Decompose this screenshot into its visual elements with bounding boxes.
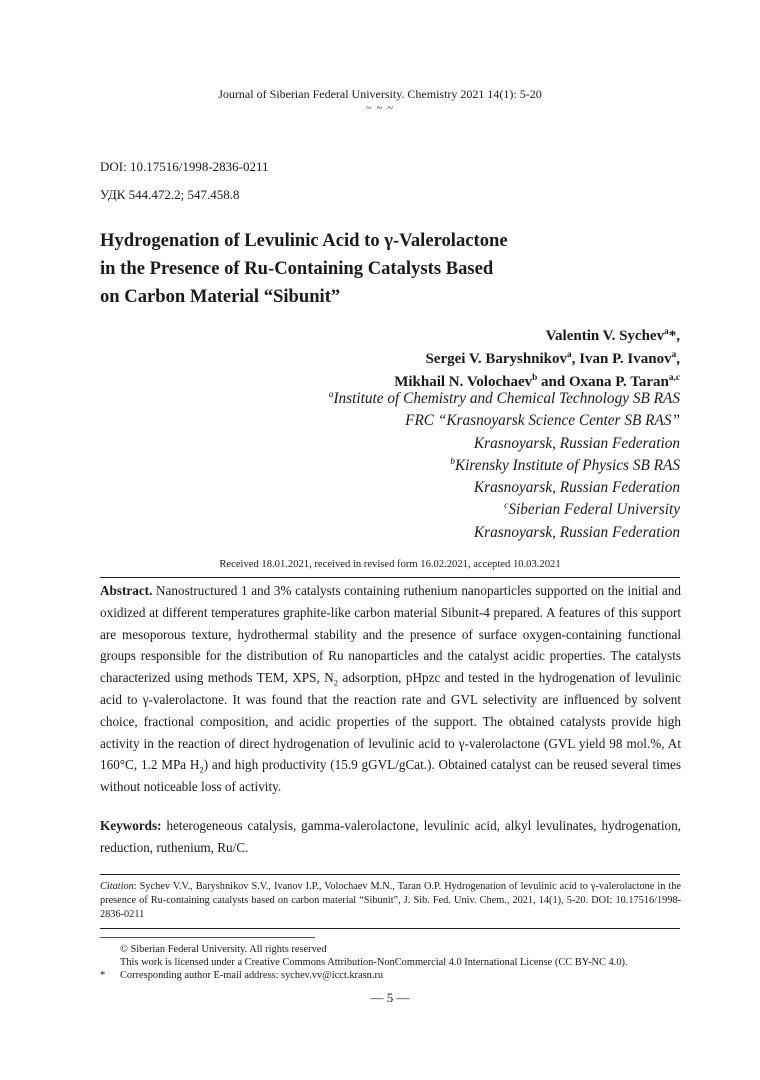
affil-text: Institute of Chemistry and Chemical Technology SB RAS [333,390,680,407]
author-list [394,325,680,394]
corresponding-author-note: Corresponding author E-mail address: sychev.vv@icct.krasn.ru [120,970,384,981]
affil-text: Siberian Federal University [508,501,680,519]
citation [100,880,681,922]
affiliation-c-line-1 [329,499,680,521]
title-line-1: Hydrogenation of Levulinic Acid to γ-Valerolactone [100,230,508,251]
title-line-2: in the Presence of Ru-Containing Catalysts Based [100,258,494,279]
affil-text: Kirensky Institute of Physics SB RAS [454,456,680,474]
affil-mark: a [328,389,334,400]
author-name: Oxana P. Taran [568,374,669,390]
abstract-top-rule [100,577,680,578]
title-line-3: on Carbon Material “Sibunit” [100,286,341,307]
doi: DOI: 10.17516/1998-2836-0211 [100,159,269,174]
author-line-2: Sergei V. Baryshnikov$^a$, Ivan P. Ivanov$^a$, [425,350,680,367]
author-line-1 [394,325,680,348]
keywords [100,815,681,859]
abstract-text: Nanostructured 1 and 3% catalysts containing ruthenium nanoparticles supported on the initial and oxidized at different temperatures graphite-like carbon material Sibunit-4 prepared. A features of this support are mesoporous texture, hydrothermal stability and the presence of surface oxygen-containing functional groups responsible for the distribution of Ru nanoparticles and the catalyst acidic properties. The catalysts characterized using methods TEM, XPS, N [100,583,681,686]
citation-top-rule [100,874,680,875]
affiliations [329,388,680,544]
abstract [100,580,681,798]
header-ornament: ~ ~ ~ [365,102,395,114]
abstract-text: adsorption, pHpzc and tested in the hydrogenation of levulinic acid to γ-valerolactone. It was found that the reaction rate and GVL selectivity are influenced by solvent choice, fractional composition, and acidic properties of the support. The obtained catalysts provide high activity in the reaction of direct hydrogenation of levulinic acid to γ-valerolactone (GVL yield 98 mol.%, At 160°C, 1.2 MPa H [100,670,681,773]
author-name: Ivan P. Ivanov [579,351,672,367]
author-affil-mark: a [567,350,572,360]
author-name: Valentin V. Sychev [545,328,665,344]
affiliation-b-line-2: Krasnoyarsk, Russian Federation [473,479,680,497]
author-affil-mark: b [532,373,538,383]
keywords-label: Keywords: [100,818,162,833]
affil-mark: c [504,501,509,512]
udc-code: УДК 544.472.2; 547.458.8 [100,187,240,202]
subscript: 2 [199,765,204,776]
corresponding-mark: *, [668,328,680,344]
subscript: 2 [333,677,339,688]
abstract-label: Abstract. [100,583,153,598]
author-affil-mark: a [664,327,669,337]
article-title [100,227,620,311]
received-dates: Received 18.01.2021, received in revised form 16.02.2021, accepted 10.03.2021 [219,559,561,570]
author-name: Mikhail N. Volochaev [394,374,533,390]
affiliation-c-line-2: Krasnoyarsk, Russian Federation [473,523,680,541]
affiliation-a-line-1 [329,388,680,410]
citation-text: : Sychev V.V., Baryshnikov S.V., Ivanov I.P., Volochaev M.N., Taran O.P. Hydrogenation of levulinic acid to γ-valerolactone in the presence of Ru-containing catalysts based on carbon material “Sibunit”, J. Sib. Fed. Univ. Chem., 2021, 14(1), 5-20. DOI: 10.17516/1998-2836-0211 [100,881,681,920]
copyright-note: © Siberian Federal University. All rights reserved [120,944,327,955]
affiliation-a-line-2: FRC “Krasnoyarsk Science Center SB RAS” [405,412,680,430]
author-conjunction: and [541,374,566,390]
author-affil-mark: a,c [668,373,680,383]
page-number: — 5 — [370,990,410,1005]
abstract-text: ) and high productivity (15.9 gGVL/gCat.). Obtained catalyst can be reused several times without noticeable loss of activity. [100,757,681,795]
affiliation-b-line-1 [329,455,680,477]
citation-bottom-rule [100,928,680,929]
citation-label: Citation [100,881,134,892]
journal-header: Journal of Siberian Federal University. Chemistry 2021 14(1): 5-20 [218,87,542,101]
footnote-rule [100,937,315,938]
affiliation-a-line-3: Krasnoyarsk, Russian Federation [473,434,680,452]
footnote-star: * [100,970,106,981]
license-note: This work is licensed under a Creative Commons Attribution-NonCommercial 4.0 International License (CC BY-NC 4.0). [120,957,628,968]
author-name: Sergei V. Baryshnikov [425,351,568,367]
keywords-text: heterogeneous catalysis, gamma-valerolactone, levulinic acid, alkyl levulinates, hydrogenation, reduction, ruthenium, Ru/C. [100,818,681,855]
affil-mark: b [450,456,455,467]
author-affil-mark: a [671,350,677,360]
